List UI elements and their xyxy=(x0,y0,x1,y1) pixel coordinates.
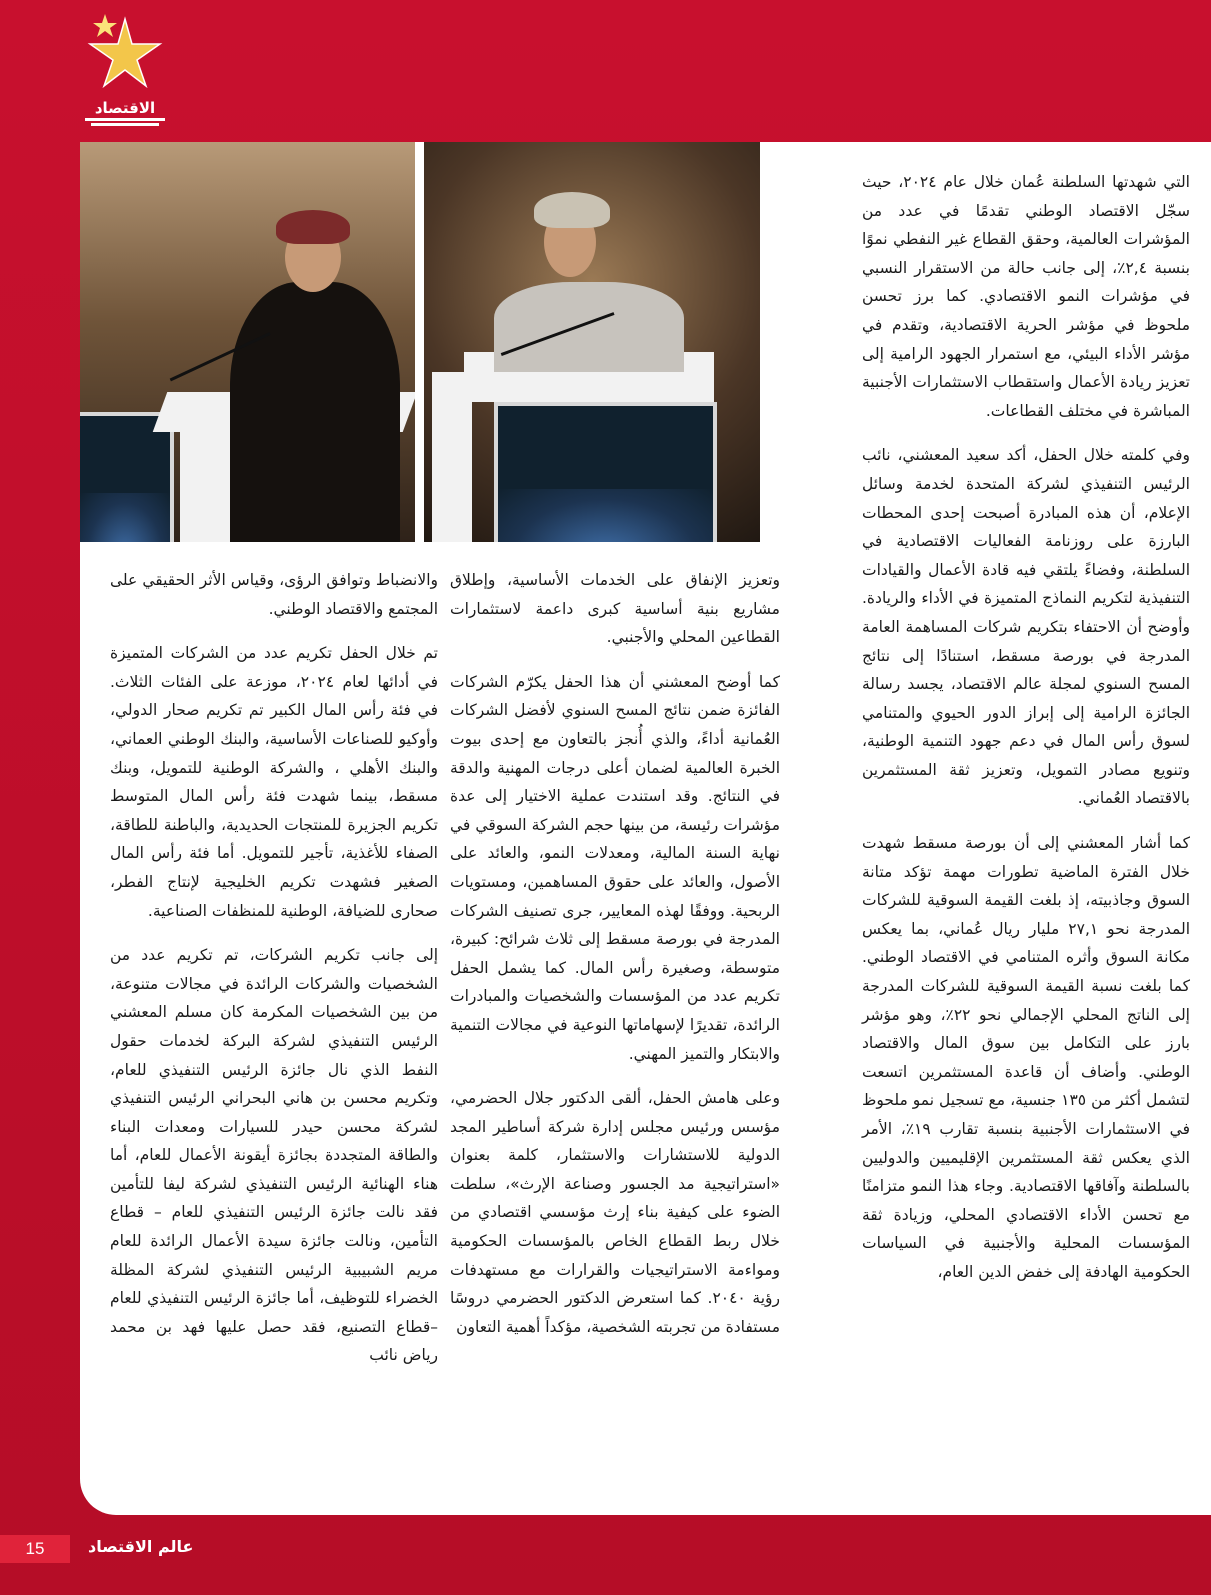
text-column-left xyxy=(110,566,438,1386)
paragraph: كما أشار المعشني إلى أن بورصة مسقط شهدت خلال الفترة الماضية تطورات مهمة تؤكد متانة السوق وجاذبيته، إذ بلغت القيمة السوقية للشركات المدرجة نحو ٢٧,١ مليار ريال عُماني، بما يعكس مكانة السوق وأثره المتنامي في الاقتصاد الوطني. كما بلغت نسبة القيمة السوقية للشركات المدرجة إلى الناتج المحلي الإجمالي نحو ٢٢٪، وهو مؤشر بارز على التكامل بين سوق المال والاقتصاد الوطني. وأضاف أن قاعدة المستثمرين اتسعت لتشمل أكثر من ١٣٥ جنسية، مع تسجيل نمو ملحوظ في الاستثمارات الأجنبية بنسبة تقارب ١٩٪، الأمر الذي يعكس ثقة المستثمرين الإقليميين والدوليين بالسلطنة وآفاقها الاقتصادية. وجاء هذا النمو متزامنًا مع تحسن الأداء الاقتصادي المحلي، وزيادة ثقة المؤسسات المحلية والأجنبية في السياسات الحكومية الهادفة إلى خفض الدين العام، xyxy=(862,834,1190,1281)
paragraph: وتعزيز الإنفاق على الخدمات الأساسية، وإطلاق مشاريع بنية أساسية كبرى داعمة لاستثمارات القطاعين المحلي والأجنبي. xyxy=(450,571,780,647)
paragraph: وعلى هامش الحفل، ألقى الدكتور جلال الحضرمي، مؤسس ورئيس مجلس إدارة شركة أساطير المجد الدولية للاستشارات والاستثمار، كلمة بعنوان «استراتيجية مد الجسور وصناعة الإرث»، سلطت الضوء على كيفية بناء إرث مؤسسي اقتصادي من خلال ربط القطاع الخاص بالمؤسسات الحكومية ومواءمة الاستراتيجيات والقرارات مع مستهدفات رؤية ٢٠٤٠. كما استعرض الدكتور الحضرمي دروسًا مستفادة من تجربته الشخصية، مؤكداً أهمية التعاون xyxy=(450,1089,780,1336)
article-columns xyxy=(100,168,1190,1503)
magazine-brand: عالم الاقتصاد xyxy=(88,1537,194,1556)
paragraph: تم خلال الحفل تكريم عدد من الشركات المتميزة في أدائها لعام ٢٠٢٤، موزعة على الفئات الثلاث. في فئة رأس المال الكبير تم تكريم صحار الدولي، وأوكيو للصناعات الأساسية، والبنك الوطني العماني، والبنك الأهلي ، والشركة الوطنية للتمويل، وبنك مسقط، بينما شهدت فئة رأس المال المتوسط تكريم الجزيرة للمنتجات الحديدية، والباطنة للطاقة، الصفاء للأغذية، تأجير للتمويل. أما فئة رأس المال الصغير فشهدت تكريم الخليجية لإنتاج الفطر، صحارى للضيافة، الوطنية للمنظفات الصناعية. xyxy=(110,644,439,920)
text-column-right xyxy=(862,168,1190,1303)
paragraph: وفي كلمته خلال الحفل، أكد سعيد المعشني، نائب الرئيس التنفيذي لشركة المتحدة لخدمة وسائل الإعلام، أن هذه المبادرة أصبحت إحدى المحطات البارزة على روزنامة الفعاليات الاقتصادية في السلطنة، وفضاءً يلتقي فيه قادة الأعمال والقيادات التنفيذية لتكريم النماذج المتميزة في الأداء والريادة. وأوضح أن الاحتفاء بتكريم شركات المساهمة العامة المدرجة في بورصة مسقط، استنادًا إلى نتائج المسح السنوي لمجلة عالم الاقتصاد، يجسد رسالة الجائزة الرامية إلى إبراز الدور الحيوي والمتنامي لسوق رأس المال في دعم جهود التنمية الوطنية، وتنويع مصادر التمويل، وتعزيز ثقة المستثمرين بالاقتصاد العُماني. xyxy=(862,446,1190,808)
logo-wordmark: الاقتصاد xyxy=(75,100,175,128)
text-column-middle xyxy=(450,566,780,1357)
paragraph: كما أوضح المعشني أن هذا الحفل يكرّم الشركات الفائزة ضمن نتائج المسح السنوي لأفضل الشركات العُمانية أداءً، والذي أُنجز بالتعاون مع إحدى بيوت الخبرة العالمية لضمان أعلى درجات المهنية والدقة في النتائج. وقد استندت عملية الاختيار إلى عدة مؤشرات رئيسة، من بينها حجم الشركة السوقي في نهاية السنة المالية، ومعدلات النمو، والعائد على الأصول، والعائد على حقوق المساهمين، ومستويات الربحية. ووفقًا لهذه المعايير، جرى تصنيف الشركات المدرجة في بورصة مسقط إلى ثلاث شرائح: كبيرة، متوسطة، وصغيرة رأس المال. كما يشمل الحفل تكريم عدد من المؤسسات والشخصيات والمبادرات الرائدة، تقديرًا لإسهاماتها النوعية في مجالات التنمية والابتكار والتميز المهني. xyxy=(450,672,780,1063)
paragraph: والانضباط وتوافق الرؤى، وقياس الأثر الحقيقي على المجتمع والاقتصاد الوطني. xyxy=(110,571,438,618)
page-number: 15 xyxy=(0,1535,70,1563)
paragraph: إلى جانب تكريم الشركات، تم تكريم عدد من الشخصيات والشركات الرائدة في مجالات متنوعة، من بين الشخصيات المكرمة كان مسلم المعشني الرئيس التنفيذي لشركة البركة لخدمات حقول النفط الذي نال جائزة الرئيس التنفيذي للعام، وتكريم محسن بن هاني البحراني الرئيس التنفيذي لشركة محسن حيدر للسيارات ومعدات البناء والطاقة المتجددة بجائزة أيقونة الأعمال للعام، أما هناء الهنائية الرئيس التنفيذي لشركة ليفا للتأمين فقد نالت جائزة الرئيس التنفيذي للعام – قطاع التأمين، ونالت جائزة سيدة الأعمال الرائدة للعام مريم الشبيبية الرئيس التنفيذي لشركة المظلة الخضراء للتوظيف، أما جائزة الرئيس التنفيذي للعام –قطاع التصنيع، فقد حصل عليها فهد بن محمد رياض نائب xyxy=(110,946,438,1365)
paragraph: التي شهدتها السلطنة عُمان خلال عام ٢٠٢٤، حيث سجّل الاقتصاد الوطني تقدمًا في عدد من المؤشرات العالمية، وحقق القطاع غير النفطي نموًا بنسبة ٢,٤٪، إلى جانب حالة من الاستقرار النسبي في مؤشرات النمو الاقتصادي. كما برز تحسن ملحوظ في مؤشر الحرية الاقتصادية، وتقدم في مؤشر الأداء البيئي، مع استمرار الجهود الرامية إلى تعزيز ريادة الأعمال واستقطاب الاستثمارات الأجنبية المباشرة في مختلف القطاعات. xyxy=(862,173,1191,420)
